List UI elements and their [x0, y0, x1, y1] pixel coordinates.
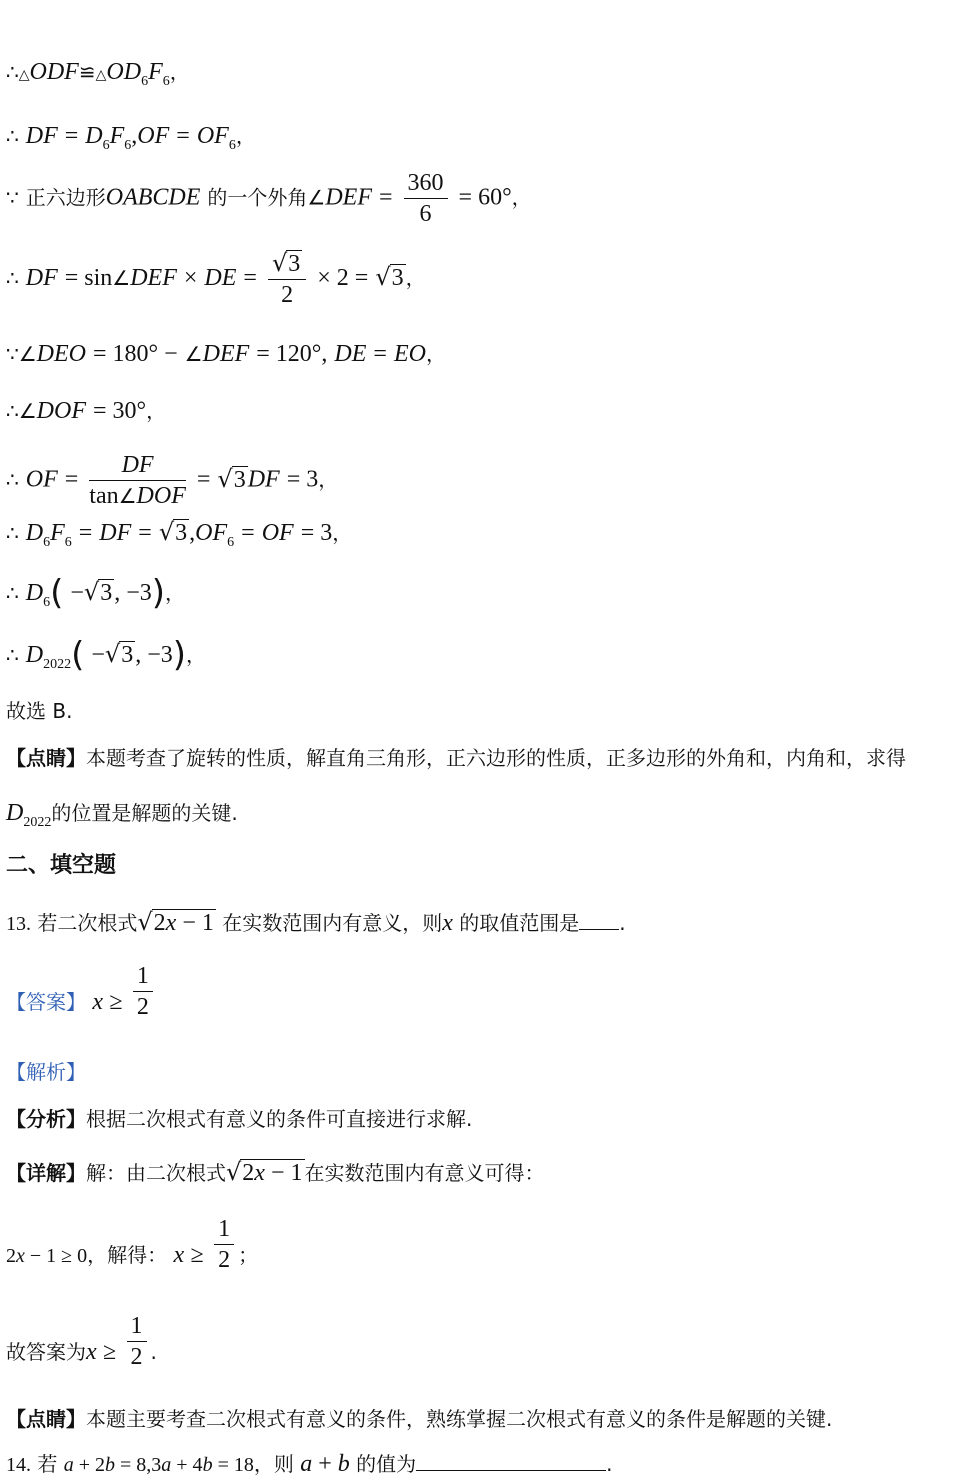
proof-line-2: ∴ DF = $D_6F_6,OF = OF_6$，: [6, 123, 256, 153]
final-end: .: [150, 1340, 157, 1364]
question-14: 14. 若 a + 2b = 8,3a + 4b = 18，则 a + b 的值为 .: [6, 1451, 613, 1477]
question-13: 13. 若二次根式√2x − 1 在实数范围内有意义，则x 的取值范围是 .: [6, 908, 626, 936]
hexagon-label: 正六边形: [25, 185, 106, 210]
q14-text-c: 的值为: [356, 1452, 417, 1476]
dianjing-text-2: 的位置是解题的关键.: [51, 801, 238, 825]
dianjing-1-cont: $D_{2022}$的位置是解题的关键.: [6, 800, 238, 830]
q13-text-b: 在实数范围内有意义，则: [222, 911, 443, 935]
xiangjie-tag: 【详解】: [6, 1161, 86, 1185]
proof-line-3: ∵ 正六边形OABCDE 的一个外角∠DEF = $\frac{360}{6}$ = 60°，: [6, 170, 532, 227]
answer-line: 【答案】 x ≥ $\frac{1}{2}$: [6, 985, 157, 1022]
final-fraction: $\frac{1}{2}$: [127, 1311, 147, 1372]
solve-end: ；: [238, 1243, 259, 1267]
answer-fraction: $\frac{1}{2}$: [133, 961, 153, 1022]
q13-text-c: 的取值范围是: [459, 911, 580, 935]
analysis-tag: 【解析】: [6, 1060, 86, 1084]
proof-line-6: ∴∠DOF = 30°，: [6, 398, 167, 424]
proof-line-1: $\therefore\triangle ODF≌\triangle OD_6F_6$，: [6, 59, 190, 89]
q14-text-b: ，则: [253, 1452, 294, 1476]
dianjing2-text: 本题主要考查二次根式有意义的条件，熟练掌握二次根式有意义的条件是解题的关键.: [86, 1407, 833, 1431]
final-text: 故答案为: [6, 1340, 86, 1364]
fenxi-text: 根据二次根式有意义的条件可直接进行求解.: [86, 1107, 473, 1131]
dianjing-tag: 【点睛】: [6, 746, 86, 770]
proof-line-7: ∴ OF = $\frac{DF}{\text{tan∠DOF}}$ = √3DF = 3，: [6, 452, 339, 509]
proof-line-5: ∵∠DEO = 180° − ∠DEF = 120°, DE = EO，: [6, 341, 446, 367]
fraction-sqrt3-2: $\frac{√3}{2}$: [268, 248, 306, 310]
section-title: 二、填空题: [6, 853, 117, 878]
fraction-df-tan: $\frac{DF}{\text{tan∠DOF}}$: [89, 452, 186, 509]
fenxi-line: [6, 1105, 472, 1133]
exterior-angle-label: 的一个外角: [207, 185, 308, 210]
answer-tag: 【答案】: [6, 990, 86, 1014]
q14-text-a: 若: [37, 1452, 58, 1476]
xiangjie-text-b: 在实数范围内有意义可得：: [304, 1161, 545, 1185]
q13-text-a: 若二次根式: [37, 911, 138, 935]
dianjing-2: [6, 1405, 832, 1433]
proof-line-10: ∴ $D_{2022}( -√3$, −3)，: [6, 635, 206, 675]
q14-number: 14.: [6, 1454, 31, 1476]
q13-number: 13.: [6, 913, 31, 935]
proof-line-8: ∴ $D_6F_6$ = DF = $√3,OF_6$ = OF = 3，: [6, 518, 353, 550]
fenxi-tag: 【分析】: [6, 1107, 86, 1131]
q14-end: .: [606, 1452, 613, 1476]
q13-end: .: [619, 911, 626, 935]
solve-text: ，解得：: [87, 1243, 168, 1267]
dianjing-1: [6, 744, 906, 772]
choice-line: 故选 B.: [6, 699, 73, 723]
dianjing2-tag: 【点睛】: [6, 1407, 86, 1431]
proof-line-9: ∴ $D_6( -√3$, −3)，: [6, 573, 185, 613]
fraction-360-6: $\frac{360}{6}$: [404, 168, 448, 229]
solve-line: 2x − 1 ≥ 0，解得： x ≥ $\frac{1}{2}$ ；: [6, 1216, 259, 1273]
final-line: 故答案为x ≥ $\frac{1}{2}$ .: [6, 1313, 157, 1370]
proof-line-4: ∴ DF = sin∠DEF × DE = $\frac{√3}{2}$ × 2 = √3 ，: [6, 249, 426, 308]
xiangjie-text-a: 解：由二次根式: [86, 1161, 226, 1185]
xiangjie-line: 【详解】解：由二次根式√2x − 1 在实数范围内有意义可得：: [6, 1158, 545, 1186]
solve-fraction: $\frac{1}{2}$: [214, 1214, 234, 1275]
dianjing-text: 本题考查了旋转的性质，解直角三角形，正六边形的性质，正多边形的外角和，内角和，求得: [86, 746, 906, 770]
